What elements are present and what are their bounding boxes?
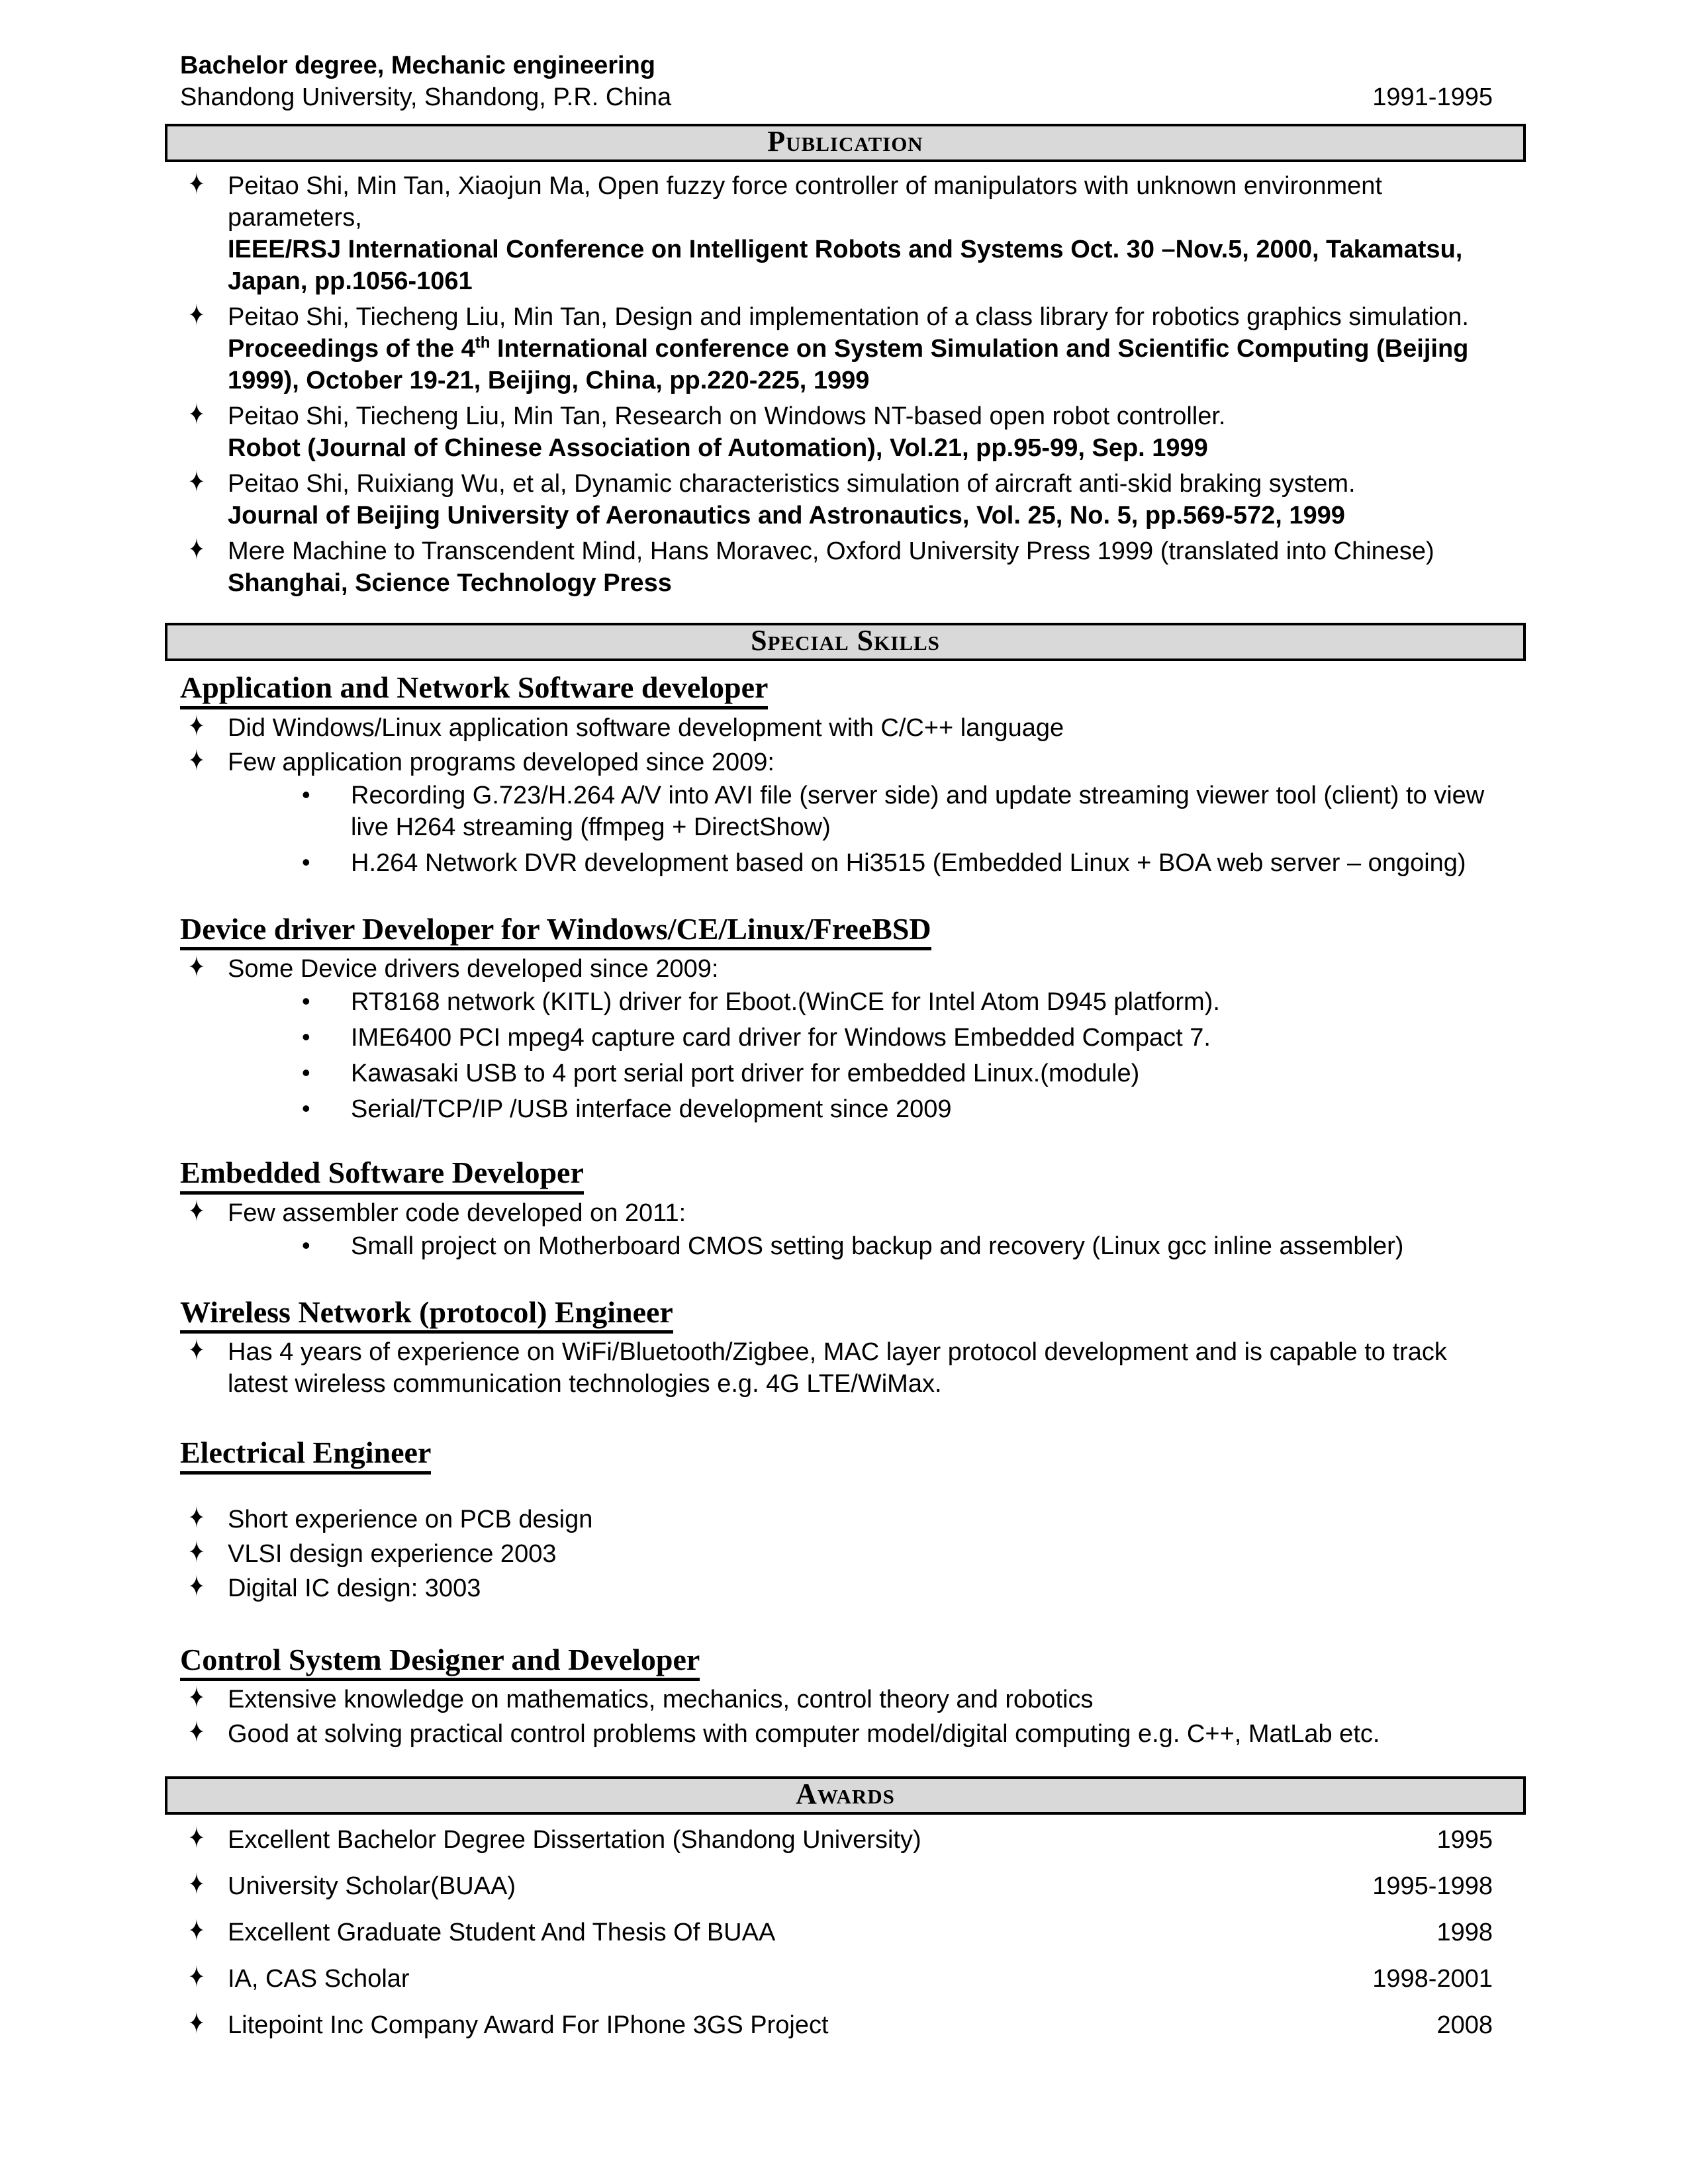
special-skills-section-title: Special Skills — [751, 624, 940, 657]
star-bullet-icon: ✦ — [188, 1682, 205, 1715]
publication-list — [180, 170, 1493, 599]
dot-bullet-icon: • — [302, 1059, 310, 1087]
publication-text: Peitao Shi, Tiecheng Liu, Min Tan, Design and implementation of a class library for robotics graphics simulation. — [228, 303, 1469, 331]
skill-group-heading — [180, 1154, 1493, 1195]
skill-item-list — [180, 1501, 1493, 1604]
skill-sub-item — [180, 1058, 1493, 1089]
star-bullet-icon: ✦ — [188, 1868, 205, 1901]
star-bullet-icon: ✦ — [188, 1961, 205, 1994]
publication-item — [180, 468, 1493, 531]
skill-item-text: Good at solving practical control problems with computer model/digital computing e.g. C++, MatLab etc. — [228, 1720, 1380, 1749]
award-item — [180, 1870, 1493, 1902]
skill-sub-item-text: Serial/TCP/IP /USB interface development since 2009 — [351, 1095, 952, 1124]
award-year: 1995 — [1436, 1826, 1493, 1854]
star-bullet-icon: ✦ — [188, 744, 205, 778]
skill-group-heading-text: Device driver Developer for Windows/CE/Linux/FreeBSD — [180, 912, 931, 951]
skill-item-text: VLSI design experience 2003 — [228, 1539, 557, 1568]
skill-sub-item — [180, 1022, 1493, 1054]
dot-bullet-icon: • — [302, 1023, 310, 1051]
award-item — [180, 1917, 1493, 1948]
skill-item-text: Digital IC design: 3003 — [228, 1574, 481, 1602]
skill-group-heading-text: Embedded Software Developer — [180, 1156, 584, 1195]
skill-group-heading-text: Application and Network Software developer — [180, 670, 768, 709]
skill-group — [180, 669, 1493, 879]
reference-part: Proceedings of the 4 — [228, 335, 475, 363]
skill-item-text: Few assembler code developed on 2011: — [228, 1199, 686, 1227]
skill-item — [180, 1535, 1493, 1570]
publication-item — [180, 301, 1493, 396]
publication-text: Peitao Shi, Tiecheng Liu, Min Tan, Research on Windows NT-based open robot controller. — [228, 402, 1226, 430]
skill-item-text: Some Device drivers developed since 2009: — [228, 955, 719, 983]
special-skills-content — [180, 669, 1493, 1750]
publication-item — [180, 535, 1493, 599]
skill-group-heading-text: Electrical Engineer — [180, 1435, 431, 1475]
skill-item — [180, 709, 1493, 744]
publication-text: Peitao Shi, Ruixiang Wu, et al, Dynamic characteristics simulation of aircraft anti-skid braking system. — [228, 470, 1356, 498]
skill-sub-list — [180, 1230, 1493, 1262]
degree-title: Bachelor degree, Mechanic engineering — [180, 52, 655, 79]
star-bullet-icon: ✦ — [188, 168, 205, 201]
skill-sub-item — [180, 847, 1493, 879]
star-bullet-icon: ✦ — [188, 1535, 205, 1569]
star-bullet-icon: ✦ — [188, 466, 205, 499]
section-header-special-skills — [165, 623, 1526, 661]
star-bullet-icon: ✦ — [188, 2007, 205, 2040]
award-item — [180, 2009, 1493, 2041]
skill-group — [180, 1641, 1493, 1751]
skill-sub-item — [180, 1230, 1493, 1262]
skill-group-heading-text: Wireless Network (protocol) Engineer — [180, 1295, 673, 1334]
publication-text: Peitao Shi, Min Tan, Xiaojun Ma, Open fuzzy force controller of manipulators with unknown environment parameters, — [228, 172, 1382, 232]
institution: Shandong University, Shandong, P.R. China — [180, 83, 672, 111]
publication-reference: Robot (Journal of Chinese Association of Automation), Vol.21, pp.95-99, Sep. 1999 — [228, 434, 1208, 462]
publication-text: Mere Machine to Transcendent Mind, Hans Moravec, Oxford University Press 1999 (translated into Chinese) — [228, 537, 1434, 565]
skill-group-heading — [180, 1434, 1493, 1475]
publication-reference — [228, 333, 1493, 396]
skill-sub-item-text: IME6400 PCI mpeg4 capture card driver for Windows Embedded Compact 7. — [351, 1024, 1211, 1052]
skill-item-text: Extensive knowledge on mathematics, mechanics, control theory and robotics — [228, 1686, 1094, 1714]
publication-item — [180, 170, 1493, 297]
skill-item — [180, 1336, 1493, 1400]
section-header-publication — [165, 124, 1526, 162]
skill-item — [180, 953, 1493, 1125]
skill-item-list — [180, 1197, 1493, 1262]
awards-list — [180, 1824, 1493, 2041]
star-bullet-icon: ✦ — [188, 1716, 205, 1749]
award-year: 1995-1998 — [1372, 1872, 1493, 1901]
dot-bullet-icon: • — [302, 1095, 310, 1122]
skill-sub-item — [180, 1093, 1493, 1125]
skill-item — [180, 1718, 1493, 1750]
skill-item-text: Short experience on PCB design — [228, 1505, 593, 1533]
reference-part: International conference on System Simulation and Scientific Computing (Beijing 1999), October 19-21, Beijing, China, pp.220-225, 1999 — [228, 335, 1469, 394]
skill-group-heading — [180, 911, 1493, 951]
skill-sub-item-text: Recording G.723/H.264 A/V into AVI file (server side) and update streaming viewer tool (client) to view live H264 streaming (ffmpeg + DirectShow) — [351, 781, 1485, 841]
skill-item — [180, 744, 1493, 879]
star-bullet-icon: ✦ — [188, 1501, 205, 1535]
skill-item-text: Did Windows/Linux application software development with C/C++ language — [228, 713, 1064, 742]
dot-bullet-icon: • — [302, 848, 310, 876]
award-year: 1998 — [1436, 1919, 1493, 1947]
star-bullet-icon: ✦ — [188, 709, 205, 743]
skill-group-heading-text: Control System Designer and Developer — [180, 1643, 700, 1682]
star-bullet-icon: ✦ — [188, 1195, 205, 1228]
skill-sub-item — [180, 986, 1493, 1018]
star-bullet-icon: ✦ — [188, 1915, 205, 1948]
skill-item-list — [180, 709, 1493, 879]
education-line — [180, 81, 1493, 113]
skill-item-text: Has 4 years of experience on WiFi/Bluetooth/Zigbee, MAC layer protocol development and is capable to track latest wireless communication technologies e.g. 4G LTE/WiMax. — [228, 1338, 1447, 1398]
skill-sub-item-text: Small project on Motherboard CMOS setting backup and recovery (Linux gcc inline assembler) — [351, 1232, 1404, 1260]
skill-group-heading — [180, 669, 1493, 709]
star-bullet-icon: ✦ — [188, 1822, 205, 1855]
award-text: Litepoint Inc Company Award For IPhone 3GS Project — [228, 2011, 829, 2040]
skill-item-text: Few application programs developed since 2009: — [228, 748, 774, 776]
award-text: IA, CAS Scholar — [228, 1965, 410, 1993]
award-item — [180, 1963, 1493, 1995]
skill-group-heading — [180, 1641, 1493, 1682]
star-bullet-icon: ✦ — [188, 1334, 205, 1367]
skill-item — [180, 1501, 1493, 1535]
star-bullet-icon: ✦ — [188, 533, 205, 567]
award-text: Excellent Graduate Student And Thesis Of BUAA — [228, 1919, 776, 1947]
star-bullet-icon: ✦ — [188, 1570, 205, 1604]
skill-sub-item — [180, 780, 1493, 843]
award-year: 2008 — [1436, 2011, 1493, 2040]
skill-sub-item-text: H.264 Network DVR development based on Hi3515 (Embedded Linux + BOA web server – ongoing) — [351, 848, 1466, 877]
skill-item — [180, 1684, 1493, 1715]
star-bullet-icon: ✦ — [188, 951, 205, 984]
publication-reference: Journal of Beijing University of Aeronautics and Astronautics, Vol. 25, No. 5, pp.569-572, 1999 — [228, 502, 1345, 529]
skill-sub-item-text: RT8168 network (KITL) driver for Eboot.(WinCE for Intel Atom D945 platform). — [351, 988, 1220, 1017]
dot-bullet-icon: • — [302, 780, 310, 808]
skill-item — [180, 1197, 1493, 1262]
publication-reference: Shanghai, Science Technology Press — [228, 569, 672, 597]
skill-group — [180, 1294, 1493, 1400]
skill-group — [180, 911, 1493, 1126]
skill-item-list — [180, 953, 1493, 1125]
star-bullet-icon: ✦ — [188, 299, 205, 332]
publication-reference: IEEE/RSJ International Conference on Intelligent Robots and Systems Oct. 30 –Nov.5, 2000, Takamatsu, Japan, pp.1056-1061 — [228, 236, 1463, 295]
award-item — [180, 1824, 1493, 1856]
skill-sub-list — [180, 986, 1493, 1125]
awards-section-title: Awards — [796, 1778, 895, 1811]
reference-superscript: th — [475, 334, 491, 352]
skill-sub-list — [180, 780, 1493, 879]
skill-item — [180, 1572, 1493, 1604]
star-bullet-icon: ✦ — [188, 398, 205, 432]
section-header-awards — [165, 1776, 1526, 1815]
education-header — [180, 50, 1493, 113]
skill-item-list — [180, 1336, 1493, 1400]
award-year: 1998-2001 — [1372, 1965, 1493, 1993]
dot-bullet-icon: • — [302, 1231, 310, 1259]
dot-bullet-icon: • — [302, 987, 310, 1015]
skill-group — [180, 1154, 1493, 1262]
skill-group-heading — [180, 1294, 1493, 1334]
skill-group — [180, 1434, 1493, 1604]
award-text: University Scholar(BUAA) — [228, 1872, 516, 1901]
publication-section-title: Publication — [767, 125, 923, 158]
award-text: Excellent Bachelor Degree Dissertation (Shandong University) — [228, 1826, 921, 1854]
skill-sub-item-text: Kawasaki USB to 4 port serial port driver for embedded Linux.(module) — [351, 1060, 1140, 1088]
education-years: 1991-1995 — [1372, 83, 1493, 111]
skill-item-list — [180, 1684, 1493, 1750]
publication-item — [180, 400, 1493, 464]
